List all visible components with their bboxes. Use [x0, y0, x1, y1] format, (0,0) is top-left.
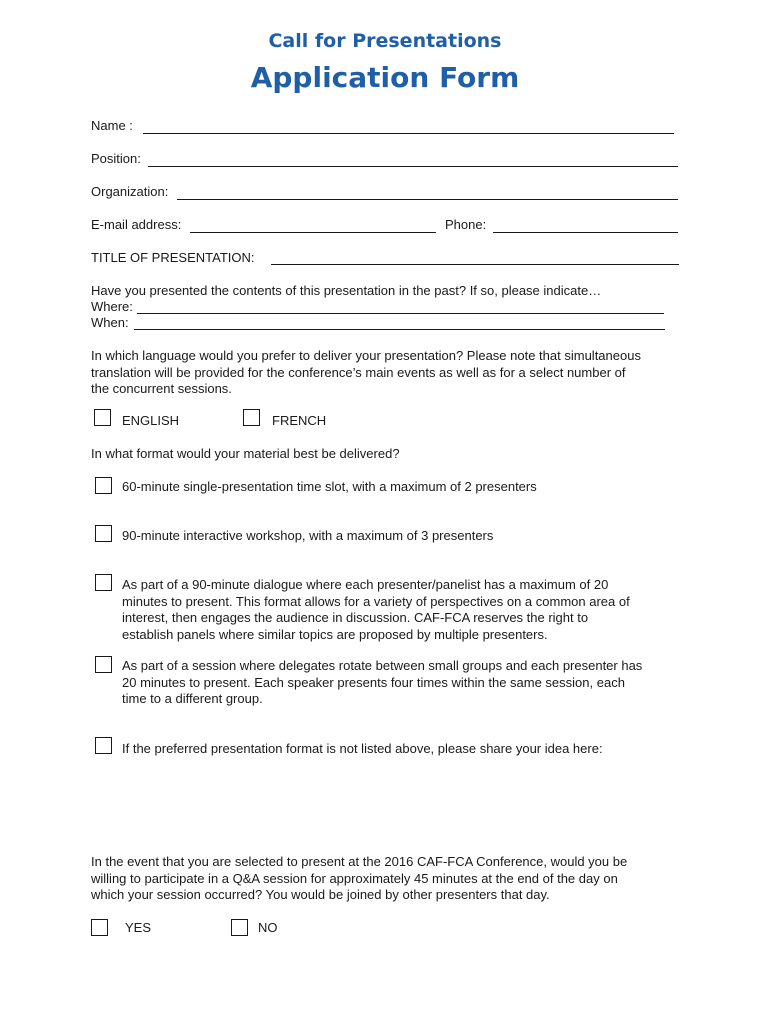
format-question: In what format would your material best be delivered? — [91, 446, 400, 461]
no-label: NO — [258, 920, 278, 935]
name-label: Name : — [91, 118, 133, 133]
format-workshop-label: 90-minute interactive workshop, with a maximum of 3 presenters — [122, 528, 494, 543]
format-dialogue-label: As part of a 90-minute dialogue where each presenter/panelist has a maximum of 20 minutes to present. This format allows for a variety of perspectives on a common area of interest, then engages the audience in discussion. CAF-FCA reserves the right to establish panels where similar topics are proposed by multiple presenters. — [122, 577, 630, 642]
form-subtitle: Call for Presentations — [268, 30, 502, 52]
when-field[interactable] — [134, 329, 665, 330]
position-field[interactable] — [148, 166, 678, 167]
format-workshop-checkbox[interactable] — [95, 525, 112, 542]
english-checkbox[interactable] — [94, 409, 111, 426]
format-rotation-label: As part of a session where delegates rotate between small groups and each presenter has 20 minutes to present. Each speaker presents four times within the same session, each time to a different group. — [122, 658, 643, 706]
qa-question: In the event that you are selected to present at the 2016 CAF-FCA Conference, would you be willing to participate in a Q&A session for approximately 45 minutes at the end of the day on which your session occurred? You would be joined by other presenters that day. — [91, 854, 628, 902]
where-label: Where: — [91, 299, 133, 314]
email-label: E-mail address: — [91, 217, 182, 232]
format-other-checkbox[interactable] — [95, 737, 112, 754]
no-checkbox[interactable] — [231, 919, 248, 936]
email-field[interactable] — [190, 232, 436, 233]
format-other-label: If the preferred presentation format is not listed above, please share your idea here: — [122, 741, 603, 756]
when-label: When: — [91, 315, 129, 330]
organization-label: Organization: — [91, 184, 169, 199]
position-label: Position: — [91, 151, 141, 166]
phone-field[interactable] — [493, 232, 678, 233]
where-field[interactable] — [137, 313, 664, 314]
french-checkbox[interactable] — [243, 409, 260, 426]
phone-label: Phone: — [445, 217, 487, 232]
presentation-title-field[interactable] — [271, 264, 679, 265]
format-60min-checkbox[interactable] — [95, 477, 112, 494]
format-rotation-checkbox[interactable] — [95, 656, 112, 673]
past-question: Have you presented the contents of this presentation in the past? If so, please indicate… — [91, 283, 602, 298]
presentation-title-label: TITLE OF PRESENTATION: — [91, 250, 255, 265]
name-field[interactable] — [143, 133, 674, 134]
english-label: ENGLISH — [122, 413, 180, 428]
format-60min-label: 60-minute single-presentation time slot, with a maximum of 2 presenters — [122, 479, 537, 494]
organization-field[interactable] — [177, 199, 678, 200]
form-title: Application Form — [250, 61, 520, 94]
yes-label: YES — [125, 920, 152, 935]
format-dialogue-checkbox[interactable] — [95, 574, 112, 591]
language-question: In which language would you prefer to deliver your presentation? Please note that simultaneous translation will be provided for the conference’s main events as well as for a select number of the concurrent sessions. — [91, 348, 641, 396]
yes-checkbox[interactable] — [91, 919, 108, 936]
french-label: FRENCH — [272, 413, 327, 428]
